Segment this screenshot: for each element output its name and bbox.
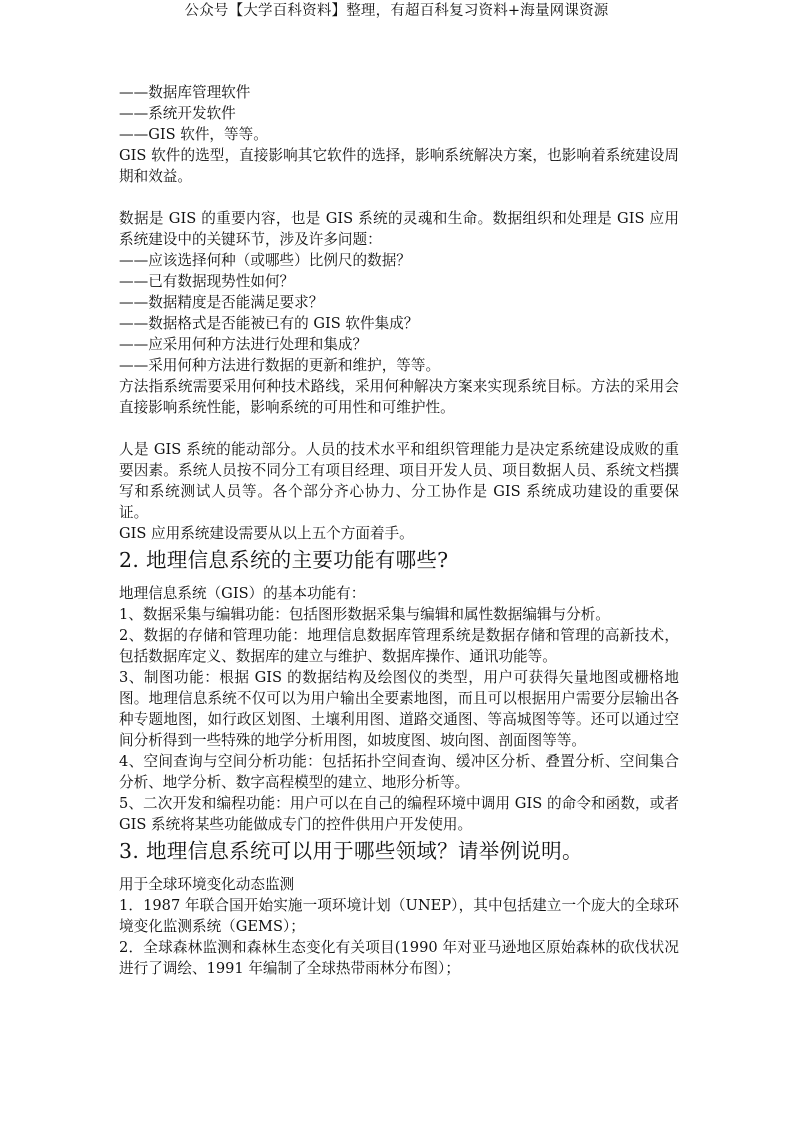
- function-item: 1、数据采集与编辑功能：包括图形数据采集与编辑和属性数据编辑与分析。: [119, 606, 610, 623]
- application-item: 1．1987 年联合国开始实施一项环境计划（UNEP），其中包括建立一个庞大的全球环境变化监测系统（GEMS）；: [119, 897, 679, 935]
- software-summary-paragraph: GIS 软件的选型，直接影响其它软件的选择，影响系统解决方案，也影响着系统建设周期和效益。: [119, 147, 679, 185]
- people-paragraph: 人是 GIS 系统的能动部分。人员的技术水平和组织管理能力是决定系统建设成败的重要因素。系统人员按不同分工有项目经理、项目开发人员、项目数据人员、系统文档撰写和系统测试人员等。各个部分齐心协力、分工协作是 GIS 系统成功建设的重要保证。: [119, 441, 679, 521]
- method-paragraph: 方法指系统需要采用何种技术路线，采用何种解决方案来实现系统目标。方法的采用会直接影响系统性能，影响系统的可用性和可维护性。: [119, 378, 679, 416]
- data-question-item: ——数据精度是否能满足要求？: [119, 294, 324, 311]
- function-item: 5、二次开发和编程功能：用户可以在自己的编程环境中调用 GIS 的命令和函数，或者 GIS 系统将某些功能做成专门的控件供用户开发使用。: [119, 795, 679, 833]
- application-item: 2．全球森林监测和森林生态变化有关项目(1990 年对亚马逊地区原始森林的砍伐状况进行了调绘、1991 年编制了全球热带雨林分布图）；: [119, 939, 679, 977]
- function-item: 4、空间查询与空间分析功能：包括拓扑空间查询、缓冲区分析、叠置分析、空间集合分析、地学分析、数字高程模型的建立、地形分析等。: [119, 753, 679, 791]
- software-list-item: ——GIS 软件，等等。: [119, 126, 268, 143]
- section-2-heading: 2. 地理信息系统的主要功能有哪些?: [119, 548, 449, 572]
- function-item: 2、数据的存储和管理功能：地理信息数据库管理系统是数据存储和管理的高新技术，包括数据库定义、数据库的建立与维护、数据库操作、通讯功能等。: [119, 627, 679, 665]
- paragraph-gap: [119, 187, 679, 208]
- function-item: 3、制图功能：根据 GIS 的数据结构及绘图仪的类型，用户可获得矢量地图或栅格地图。地理信息系统不仅可以为用户输出全要素地图，而且可以根据用户需要分层输出各种专题地图，如行政区划图、土壤利用图、道路交通图、等高城图等等。还可以通过空间分析得到一些特殊的地学分析用图，如坡度图、坡向图、剖面图等等。: [119, 669, 679, 749]
- section-3-heading: 3. 地理信息系统可以用于哪些领域？请举例说明。: [119, 839, 583, 863]
- data-question-item: ——应采用何种方法进行处理和集成？: [119, 336, 368, 353]
- software-list-item: ——系统开发软件: [119, 105, 236, 122]
- section-2-intro: 地理信息系统（GIS）的基本功能有：: [119, 585, 366, 602]
- data-question-item: ——数据格式是否能被已有的 GIS 软件集成？: [119, 315, 419, 332]
- page-header: 公众号【大学百科资料】整理，有超百科复习资料+海量网课资源: [184, 3, 609, 19]
- five-aspects-line: GIS 应用系统建设需要从以上五个方面着手。: [119, 525, 414, 542]
- document-body: [119, 82, 679, 979]
- data-question-item: ——采用何种方法进行数据的更新和维护，等等。: [119, 357, 441, 374]
- section-3-subheading: 用于全球环境变化动态监测: [119, 876, 295, 893]
- data-intro-paragraph: 数据是 GIS 的重要内容，也是 GIS 系统的灵魂和生命。数据组织和处理是 GIS 应用系统建设中的关键环节，涉及许多问题：: [119, 210, 679, 248]
- paragraph-gap: [119, 418, 679, 439]
- data-question-item: ——应该选择何种（或哪些）比例尺的数据？: [119, 252, 411, 269]
- software-list-item: ——数据库管理软件: [119, 84, 251, 101]
- data-question-item: ——已有数据现势性如何？: [119, 273, 295, 290]
